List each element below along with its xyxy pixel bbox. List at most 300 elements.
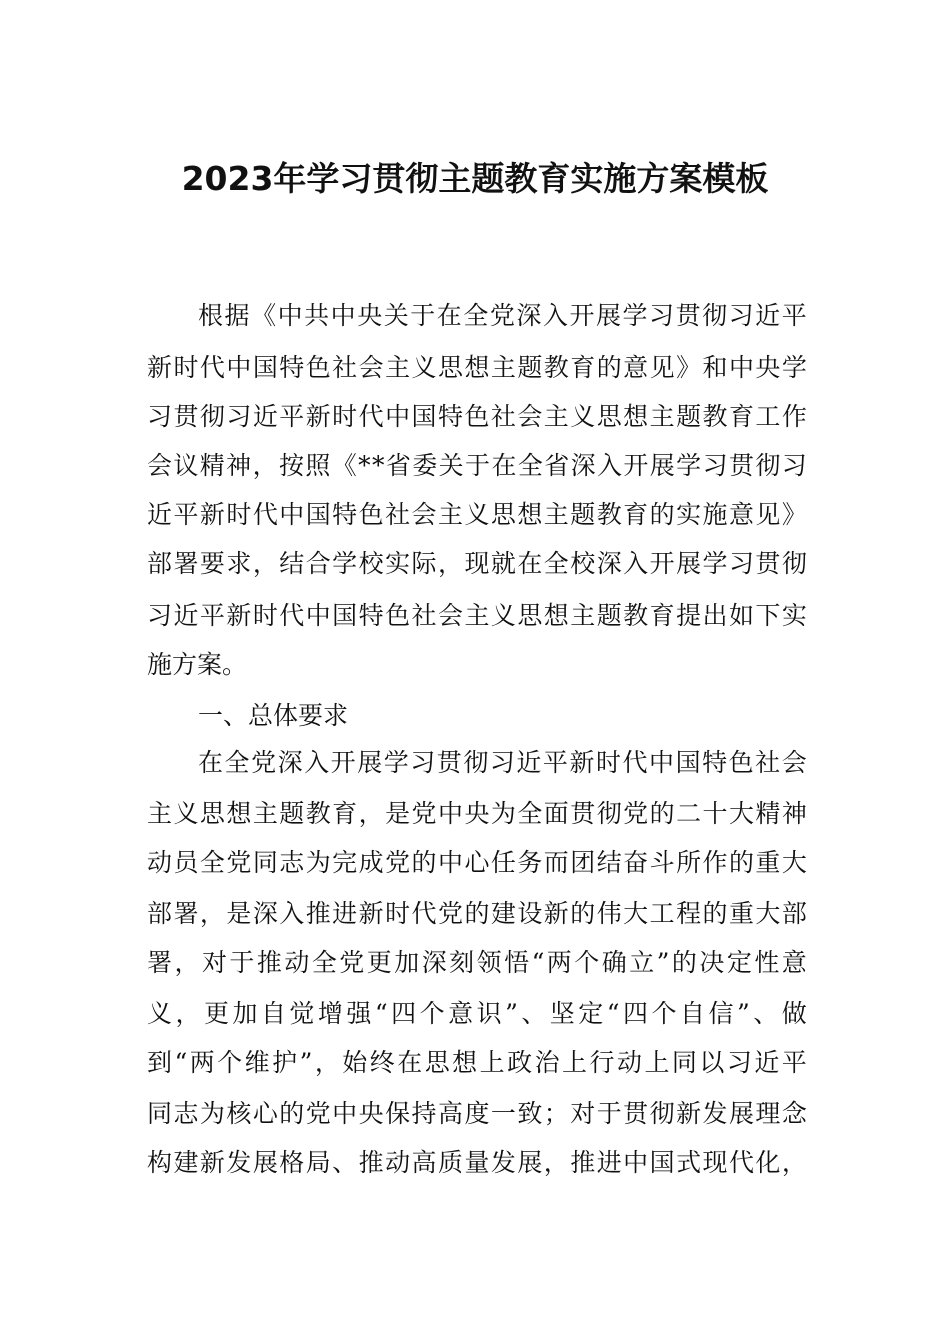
text-char: 自 (679, 999, 705, 1028)
text-char: 时 (385, 899, 411, 928)
text-char: 贯 (755, 549, 781, 578)
text-char: 时 (595, 748, 621, 777)
text-char: 现 (464, 549, 490, 578)
text-char: 实 (676, 500, 702, 529)
text-char: 特 (332, 500, 358, 529)
text-char: 入 (279, 899, 305, 928)
text-char: 想 (623, 402, 649, 431)
text-char: 省 (385, 451, 411, 480)
text-char: 育 (623, 500, 649, 529)
text-char: 育 (570, 353, 596, 382)
text-char: 的 (728, 848, 754, 877)
text-char: 新 (543, 899, 569, 928)
text-char: 部 (147, 549, 173, 578)
text-char: 斗 (649, 848, 675, 877)
text-char: 思 (596, 402, 622, 431)
text-char: 贯 (675, 301, 701, 330)
text-char: 任 (490, 848, 516, 877)
text-char: 《 (251, 301, 277, 330)
text-char: 想 (226, 799, 252, 828)
text-char: 新 (569, 748, 595, 777)
text-char: “ (531, 948, 545, 977)
text-char: 的 (596, 353, 622, 382)
text-char: 新 (199, 1148, 225, 1177)
text-char: 习 (728, 549, 754, 578)
text-char: ， (781, 1148, 807, 1177)
text-char: 展 (252, 1148, 278, 1177)
text-char: 全 (517, 799, 543, 828)
text-char: 实 (385, 549, 411, 578)
text-char: 主 (649, 402, 675, 431)
text-char: 到 (147, 1048, 173, 1077)
text-char: 署 (147, 948, 173, 977)
text-char: 部 (147, 899, 173, 928)
text-char: 社 (411, 601, 437, 630)
text-char: 会 (517, 402, 543, 431)
text-char: 近 (173, 601, 199, 630)
text-char: 时 (226, 500, 252, 529)
text-char: 大 (623, 899, 649, 928)
text-char: 高 (437, 1099, 463, 1128)
text-char: 维 (244, 1048, 270, 1077)
text-char: 主 (437, 500, 463, 529)
text-char: 持 (411, 1099, 437, 1128)
text-char: 四 (391, 999, 417, 1028)
text-char: 代 (622, 748, 648, 777)
text-char: 发 (226, 1148, 252, 1177)
text-char: 育 (728, 402, 754, 431)
text-char: 中 (437, 799, 463, 828)
text-char: 开 (623, 451, 649, 480)
text-char: 员 (173, 848, 199, 877)
text-char: 入 (304, 748, 330, 777)
text-char: 大 (755, 899, 781, 928)
text-char: 领 (476, 948, 502, 977)
text-char: 根 (198, 301, 224, 330)
text-char: 主 (543, 500, 569, 529)
text-char: 代 (411, 899, 437, 928)
text-char: 的 (464, 899, 490, 928)
text-char: 党 (385, 848, 411, 877)
text-char: 于 (596, 1099, 622, 1128)
text-char: 深 (252, 899, 278, 928)
text-char: 定 (578, 999, 604, 1028)
text-char: 主 (464, 601, 490, 630)
text-char: ； (543, 1099, 569, 1128)
text-char: 是 (385, 799, 411, 828)
text-char: 精 (755, 799, 781, 828)
text-char: 习 (410, 748, 436, 777)
text-char: 工 (755, 402, 781, 431)
text-char: 设 (517, 899, 543, 928)
text-char: 色 (385, 601, 411, 630)
text-char: ， (437, 549, 463, 578)
text-char: 中 (332, 1099, 358, 1128)
text-char: 会 (437, 601, 463, 630)
text-char: 志 (279, 848, 305, 877)
text-char: ” (299, 1048, 313, 1077)
text-char: 觉 (289, 999, 315, 1028)
text-char: 教 (623, 601, 649, 630)
text-char: 四 (623, 999, 649, 1028)
text-char: 新 (226, 601, 252, 630)
text-char: 格 (279, 1148, 305, 1177)
text-char: “ (174, 1048, 188, 1077)
text-char: 志 (173, 1099, 199, 1128)
text-char: 于 (410, 301, 436, 330)
text-char: 识 (476, 999, 502, 1028)
text-char: 育 (332, 799, 358, 828)
text-char: 合 (305, 549, 331, 578)
text-char: 深 (596, 549, 622, 578)
text-char: 央 (358, 1099, 384, 1128)
text-char: 进 (332, 899, 358, 928)
text-char: 党 (251, 748, 277, 777)
paragraph-line (147, 1045, 807, 1081)
text-char: 同 (671, 1048, 697, 1077)
text-char: 动 (147, 848, 173, 877)
text-char: 重 (755, 848, 781, 877)
text-char: 的 (702, 899, 728, 928)
text-char: 代 (358, 402, 384, 431)
text-char: 习 (702, 451, 728, 480)
text-char: 式 (676, 1148, 702, 1177)
text-char: 特 (279, 353, 305, 382)
text-char: 特 (702, 748, 728, 777)
text-char: 在 (491, 451, 517, 480)
text-char: 际 (411, 549, 437, 578)
text-char: 思 (199, 799, 225, 828)
text-char: 更 (203, 999, 229, 1028)
text-char: 就 (490, 549, 516, 578)
text-char: ” (505, 999, 518, 1028)
text-char: 确 (601, 948, 627, 977)
text-char: 展 (595, 301, 621, 330)
text-char: 央 (755, 353, 781, 382)
text-char: 深 (570, 451, 596, 480)
text-char: 习 (147, 402, 173, 431)
text-char: 开 (649, 549, 675, 578)
text-char: 时 (332, 402, 358, 431)
text-char: 中 (279, 500, 305, 529)
text-char: 彻 (755, 451, 781, 480)
text-char: 量 (464, 1148, 490, 1177)
paragraph-line (147, 796, 807, 832)
text-char: 题 (676, 402, 702, 431)
text-char: 加 (394, 948, 420, 977)
text-char: 贯 (570, 799, 596, 828)
text-char: ， (252, 451, 278, 480)
text-char: 学 (622, 301, 648, 330)
text-char: 全 (311, 948, 337, 977)
text-char: ， (175, 999, 201, 1028)
text-char: 平 (199, 601, 225, 630)
text-char: 按 (278, 451, 304, 480)
text-char: 照 (305, 451, 331, 480)
text-char: 全 (224, 748, 250, 777)
text-char: 教 (543, 353, 569, 382)
text-char: 是 (226, 899, 252, 928)
text-char: 贯 (173, 402, 199, 431)
text-char: 习 (649, 301, 675, 330)
text-char: 色 (358, 500, 384, 529)
text-char: 国 (305, 500, 331, 529)
text-char: 社 (385, 500, 411, 529)
text-char: 思 (424, 1048, 450, 1077)
text-char: 色 (464, 402, 490, 431)
text-char: 时 (252, 601, 278, 630)
paragraph-line (147, 350, 807, 386)
text-char: 彻 (649, 1099, 675, 1128)
text-char: 刻 (449, 948, 475, 977)
text-char: 习 (728, 301, 754, 330)
text-char: 推 (305, 899, 331, 928)
text-char: 下 (755, 601, 781, 630)
text-char: 自 (260, 999, 286, 1028)
text-char: 上 (562, 1048, 588, 1077)
text-char: 大 (728, 799, 754, 828)
text-char: 展 (517, 1148, 543, 1177)
text-char: 委 (412, 451, 438, 480)
text-char: 展 (357, 748, 383, 777)
text-char: 全 (543, 549, 569, 578)
text-char: 党 (489, 301, 515, 330)
text-char: 共 (304, 301, 330, 330)
text-char: 开 (569, 301, 595, 330)
text-char: 的 (671, 948, 697, 977)
text-char: 个 (574, 948, 600, 977)
text-char: 主 (490, 353, 516, 382)
text-char: 新 (305, 402, 331, 431)
text-char: 面 (543, 799, 569, 828)
text-char: 立 (629, 948, 655, 977)
text-char: 保 (385, 1099, 411, 1128)
text-char: 学 (702, 549, 728, 578)
text-char: 见 (649, 353, 675, 382)
text-char: 致 (517, 1099, 543, 1128)
text-char: 代 (252, 500, 278, 529)
text-char: 在 (436, 301, 462, 330)
text-char: 、 (753, 999, 779, 1028)
text-char: 奋 (623, 848, 649, 877)
text-char: 推 (570, 1148, 596, 1177)
text-char: 深 (277, 748, 303, 777)
text-char: 以 (699, 1048, 725, 1077)
text-char: 结 (596, 848, 622, 877)
text-char: “ (606, 999, 620, 1028)
text-char: ， (252, 549, 278, 578)
text-char: 同 (147, 1099, 173, 1128)
text-char: 作 (781, 402, 807, 431)
text-char: 意 (623, 353, 649, 382)
text-char: 习 (147, 601, 173, 630)
text-char: 贯 (436, 748, 462, 777)
text-char: 成 (358, 848, 384, 877)
text-char: 行 (589, 1048, 615, 1077)
text-char: 意 (448, 999, 474, 1028)
text-char: 始 (342, 1048, 368, 1077)
text-char: 新 (199, 500, 225, 529)
text-char: 念 (781, 1099, 807, 1128)
text-char: 主 (147, 799, 173, 828)
text-char: 同 (252, 848, 278, 877)
text-char: 展 (728, 1099, 754, 1128)
text-char: 动 (616, 1048, 642, 1077)
text-char: 建 (490, 899, 516, 928)
text-char: 会 (358, 353, 384, 382)
text-char: 《 (331, 451, 357, 480)
text-char: 国 (649, 1148, 675, 1177)
text-char: 国 (411, 402, 437, 431)
text-char: 全 (517, 451, 543, 480)
text-char: 核 (226, 1099, 252, 1128)
text-char: ， (174, 948, 200, 977)
paragraph-line: 施方案。 (147, 650, 248, 679)
text-char: 党 (226, 848, 252, 877)
text-char: 上 (479, 1048, 505, 1077)
text-char: 时 (173, 353, 199, 382)
text-char: 在 (397, 1048, 423, 1077)
text-char: 会 (781, 748, 807, 777)
text-char: 而 (543, 848, 569, 877)
text-char: 思 (517, 601, 543, 630)
paragraph-line (147, 598, 807, 634)
text-char: 近 (252, 402, 278, 431)
text-char: 的 (649, 500, 675, 529)
text-char: 中 (305, 601, 331, 630)
text-char: 中 (437, 848, 463, 877)
text-char: 校 (358, 549, 384, 578)
text-char: 彻 (463, 748, 489, 777)
text-char: 代 (279, 601, 305, 630)
text-char: 坚 (549, 999, 575, 1028)
text-char: 主 (385, 353, 411, 382)
text-char: 工 (649, 899, 675, 928)
text-char: 会 (411, 500, 437, 529)
text-char: 终 (369, 1048, 395, 1077)
text-char: 度 (464, 1099, 490, 1128)
text-char: 中 (623, 1148, 649, 1177)
text-char: 据 (224, 301, 250, 330)
text-char: 局 (305, 1148, 331, 1177)
text-char: 署 (173, 549, 199, 578)
text-char: 近 (147, 500, 173, 529)
paragraph-line (147, 845, 807, 881)
text-char: 彻 (702, 301, 728, 330)
text-char: 展 (649, 451, 675, 480)
text-char: 》 (781, 500, 807, 529)
text-char: 新 (147, 353, 173, 382)
text-char: 党 (305, 1099, 331, 1128)
text-char: 务 (517, 848, 543, 877)
text-char: 平 (173, 500, 199, 529)
text-char: 新 (358, 899, 384, 928)
text-char: 更 (366, 948, 392, 977)
text-char: 于 (229, 948, 255, 977)
text-char: 学 (383, 748, 409, 777)
text-char: 性 (754, 948, 780, 977)
text-char: 的 (570, 899, 596, 928)
text-char: 神 (226, 451, 252, 480)
text-char: 展 (676, 549, 702, 578)
text-char: 彻 (596, 799, 622, 828)
text-char: 提 (676, 601, 702, 630)
text-char: 中 (330, 301, 356, 330)
text-char: 国 (675, 748, 701, 777)
paragraph-line (147, 996, 807, 1032)
text-char: 定 (726, 948, 752, 977)
text-char: 于 (465, 451, 491, 480)
text-char: 作 (702, 848, 728, 877)
text-char: 构 (147, 1148, 173, 1177)
text-char: 推 (256, 948, 282, 977)
text-char: 义 (411, 353, 437, 382)
text-char: 近 (516, 748, 542, 777)
text-char: 治 (534, 1048, 560, 1077)
text-char: 的 (279, 1099, 305, 1128)
text-char: 特 (437, 402, 463, 431)
text-char: 、 (332, 1148, 358, 1177)
text-char: 个 (419, 999, 445, 1028)
text-char: 悟 (504, 948, 530, 977)
text-char: 个 (217, 1048, 243, 1077)
text-char: ， (199, 899, 225, 928)
text-char: 十 (702, 799, 728, 828)
text-char: 中 (277, 301, 303, 330)
text-char: 在 (517, 549, 543, 578)
text-char: 习 (781, 451, 807, 480)
text-char: 题 (279, 799, 305, 828)
text-char: ” (656, 948, 670, 977)
text-char: 施 (702, 500, 728, 529)
document-title: 2023年学习贯彻主题教育实施方案模板 (181, 159, 769, 198)
text-char: 全 (199, 848, 225, 877)
text-char: 求 (226, 549, 252, 578)
paragraph-line (147, 497, 807, 533)
text-char: 伟 (596, 899, 622, 928)
text-char: 部 (781, 899, 807, 928)
text-char: 央 (357, 301, 383, 330)
text-char: 高 (411, 1148, 437, 1177)
text-char: 为 (199, 1099, 225, 1128)
text-char: 近 (755, 301, 781, 330)
text-char: 深 (421, 948, 447, 977)
text-char: 为 (490, 799, 516, 828)
text-char: 题 (517, 353, 543, 382)
text-char: * (372, 451, 385, 480)
text-char: 署 (173, 899, 199, 928)
text-char: 题 (570, 500, 596, 529)
text-char: 党 (623, 799, 649, 828)
text-char: 义 (490, 601, 516, 630)
text-char: 进 (596, 1148, 622, 1177)
text-char: 党 (339, 948, 365, 977)
text-char: 国 (332, 601, 358, 630)
paragraph-line (198, 298, 807, 334)
text-char: 党 (411, 799, 437, 828)
text-char: 动 (385, 1148, 411, 1177)
text-char: 推 (358, 1148, 384, 1177)
text-char: 上 (644, 1048, 670, 1077)
paragraph-line (198, 745, 807, 781)
text-char: 代 (728, 1148, 754, 1177)
text-char: 彻 (781, 549, 807, 578)
text-char: 中 (649, 748, 675, 777)
paragraph-line (147, 546, 807, 582)
paragraph-line (147, 896, 807, 932)
text-char: 加 (232, 999, 258, 1028)
text-char: 关 (438, 451, 464, 480)
